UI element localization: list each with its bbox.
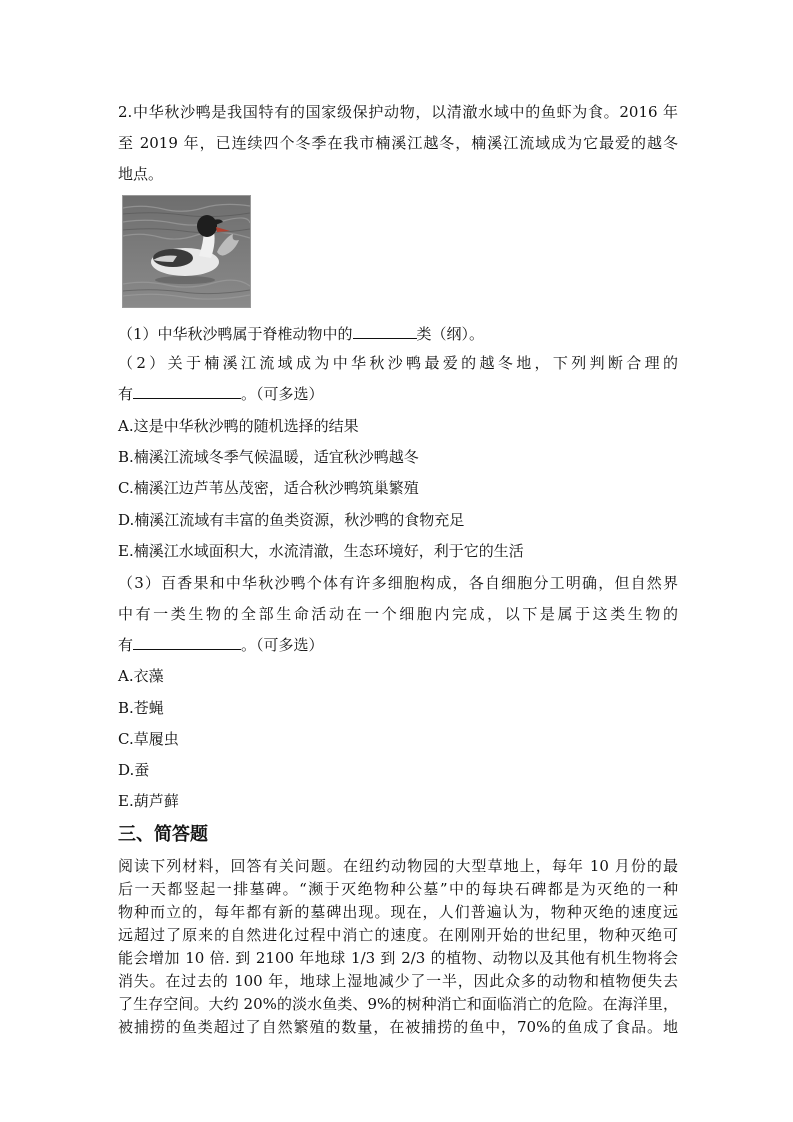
q2-sub3-stem: 中有一类生物的全部生命活动在一个细胞内完成，以下是属于这类生物的 [118, 605, 678, 623]
q2-sub3-prefix: 有 [118, 636, 134, 654]
q2-sub3-option: B.苍蝇 [118, 699, 164, 717]
q2-intro-line: 至 2019 年，已连续四个冬季在我市楠溪江越冬，楠溪江流域成为它最爱的越冬 [118, 134, 678, 152]
q2-sub2-option: E.楠溪江水域面积大，水流清澈，生态环境好，利于它的生活 [118, 542, 524, 560]
q2-sub3-option: E.葫芦藓 [118, 792, 179, 810]
section-heading: 三、简答题 [118, 824, 208, 845]
q2-sub2-option: A.这是中华秋沙鸭的随机选择的结果 [118, 417, 359, 435]
q2-sub2-answer-line [118, 384, 678, 404]
answer-blank[interactable] [133, 635, 241, 650]
answer-blank[interactable] [353, 324, 417, 339]
q2-sub1 [118, 324, 678, 344]
q2-sub3-answer-line [118, 635, 678, 655]
q2-sub3-stem: （3）百香果和中华秋沙鸭个体有许多细胞构成，各自细胞分工明确，但自然界 [118, 574, 678, 592]
q2-sub2-option: B.楠溪江流域冬季气候温暖，适宜秋沙鸭越冬 [118, 448, 419, 466]
q2-intro-line: 地点。 [118, 165, 164, 183]
passage-line: 能会增加 10 倍. 到 2100 年地球 1/3 到 2/3 的植物、动物以及其他有机生物将会 [118, 949, 678, 967]
passage-line: 消失。在过去的 100 年，地球上湿地减少了一半，因此众多的动物和植物便失去 [118, 972, 678, 990]
q2-sub1-prefix: （1）中华秋沙鸭属于脊椎动物中的 [118, 325, 353, 343]
q2-sub2-stem: （2）关于楠溪江流域成为中华秋沙鸭最爱的越冬地，下列判断合理的 [118, 354, 678, 372]
passage-line: 阅读下列材料，回答有关问题。在纽约动物园的大型草地上，每年 10 月份的最 [118, 857, 678, 875]
q2-sub1-suffix: 类（纲）。 [416, 325, 485, 343]
q2-sub3-option: D.蚕 [118, 761, 150, 779]
passage-line: 后一天都竖起一排墓碑。“濒于灭绝物种公墓”中的每块石碑都是为灭绝的一种 [118, 880, 678, 898]
passage-line: 物种而立的，每年都有新的墓碑出现。现在，人们普遍认为，物种灭绝的速度远 [118, 903, 678, 921]
passage-line: 远超过了原来的自然进化过程中消亡的速度。在刚刚开始的世纪里，物种灭绝可 [118, 926, 678, 944]
passage-line: 了生存空间。大约 20%的淡水鱼类、9%的树种消亡和面临消亡的危险。在海洋里， [118, 995, 678, 1013]
merganser-photo [122, 195, 251, 308]
q2-sub2-option: D.楠溪江流域有丰富的鱼类资源，秋沙鸭的食物充足 [118, 511, 465, 529]
q2-sub3-suffix: 。（可多选） [241, 636, 324, 654]
q2-intro-line: 2.中华秋沙鸭是我国特有的国家级保护动物，以清澈水域中的鱼虾为食。2016 年 [118, 103, 678, 121]
answer-blank[interactable] [133, 384, 241, 399]
q2-sub2-option: C.楠溪江边芦苇丛茂密，适合秋沙鸭筑巢繁殖 [118, 479, 419, 497]
q2-sub3-option: A.衣藻 [118, 667, 164, 685]
passage-line: 被捕捞的鱼类超过了自然繁殖的数量，在被捕捞的鱼中，70%的鱼成了食品。地 [118, 1018, 678, 1036]
q2-sub2-prefix: 有 [118, 385, 134, 403]
q2-sub2-suffix: 。（可多选） [241, 385, 324, 403]
q2-sub3-option: C.草履虫 [118, 730, 179, 748]
